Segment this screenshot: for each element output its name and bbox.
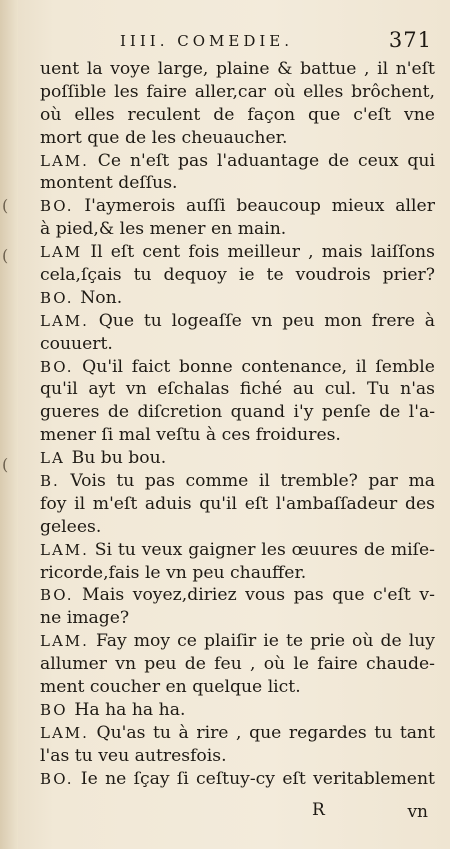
text-line: qu'il ayt vn eſchalas fiché au cul. Tu n'as [40, 379, 435, 400]
text-line: LAM. Ce n'eſt pas l'aduantage de ceux qui [40, 150, 435, 171]
margin-mark: ( [2, 246, 9, 265]
text-line: montent deſſus. [40, 173, 178, 194]
text-line: BO. Qu'il faict bonne contenance, il ſemble [40, 356, 435, 377]
text-line: gelees. [40, 516, 102, 537]
text-line: BO Ha ha ha ha. [40, 699, 186, 720]
text-line: BO. Non. [40, 287, 123, 308]
page-number: 371 [388, 28, 432, 52]
text-line: à pied,& les mener en main. [40, 219, 287, 240]
catchword: vn [407, 802, 428, 822]
text-line: BO. I'aymerois auſſi beaucoup mieux aller [40, 196, 435, 217]
margin-mark: ( [2, 455, 9, 474]
text-line: foy il m'eſt aduis qu'il eſt l'ambaſſadeur des [40, 493, 435, 514]
text-line: BO. Ie ne ſçay ſi ceſtuy-cy eſt veritablement [40, 768, 435, 789]
text-line: ricorde,fais le vn peu chauffer. [40, 562, 307, 583]
text-line: B. Vois tu pas comme il tremble? par ma [40, 471, 435, 492]
text-line: uent la voye large, plaine & battue , il n'eſt [40, 59, 435, 79]
text-line: BO. Mais voyez,diriez vous pas que c'eſt v- [40, 585, 435, 606]
text-line: LAM. Qu'as tu à rire , que regardes tu tant [40, 722, 435, 743]
text-line: mort que de les cheuaucher. [40, 127, 288, 148]
text-line: mener ſi mal veſtu à ces froidures. [40, 425, 341, 446]
text-line: cela,ſçais tu dequoy ie te voudrois prier? [40, 265, 435, 286]
page-gutter [0, 0, 18, 849]
text-line: couuert. [40, 333, 113, 354]
signature-mark: R [312, 800, 325, 820]
text-line: LAM. Que tu logeaſſe vn peu mon frere à [40, 310, 435, 331]
text-line: LAM. Fay moy ce plaiſir ie te prie où de luy [40, 631, 435, 652]
running-head: IIII. COMEDIE. [120, 32, 293, 50]
text-line: LA Bu bu bou. [40, 448, 167, 469]
text-line: ne image? [40, 608, 130, 629]
text-line: gueres de diſcretion quand i'y penſe de l'a- [40, 402, 435, 423]
text-line: allumer vn peu de feu , où le faire chaude- [40, 654, 435, 675]
text-line: où elles reculent de façon que c'eſt vne [40, 104, 435, 125]
margin-mark: ( [2, 196, 9, 215]
text-line: LAM. Si tu veux gaigner les œuures de miſe- [40, 539, 435, 560]
text-line: l'as tu veu autresfois. [40, 745, 227, 766]
text-line: poſſible les faire aller,car où elles brôchent, [40, 81, 435, 102]
dialogue-text [40, 58, 435, 791]
text-line: ment coucher en quelque lict. [40, 677, 301, 698]
text-line: LAM Il eſt cent fois meilleur , mais laiſſons [40, 242, 435, 263]
